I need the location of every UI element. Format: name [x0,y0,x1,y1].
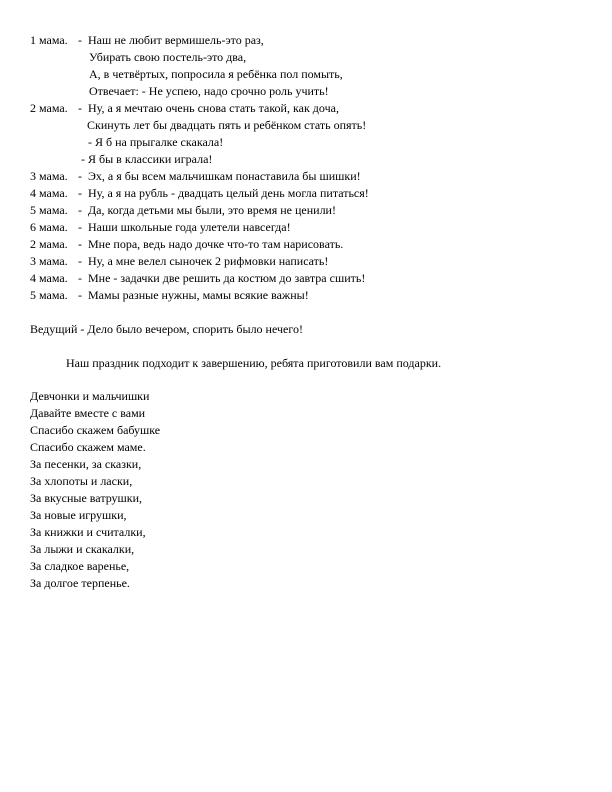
dialogue-text: - Ну, а я мечтаю очень снова стать такой, как доча, [78,101,339,115]
dialogue-speaker: 2 мама. [30,237,68,251]
dialogue-speaker: 3 мама. [30,254,68,268]
dialogue-line [89,50,246,64]
dialogue-speaker: 5 мама. [30,288,68,302]
poem-line: За долгое терпенье. [30,576,130,590]
poem-line: Спасибо скажем бабушке [30,423,161,437]
dialogue-line [30,186,369,200]
dialogue-speaker: 4 мама. [30,271,68,285]
poem-line: Девчонки и мальчишки [30,389,150,403]
dialogue-text: - Да, когда детьми мы были, это время не ценили! [78,203,336,217]
poem-line: За вкусные ватрушки, [30,491,143,505]
dialogue-speaker: 1 мама. [30,33,68,47]
dialogue-text: - Ну, а я на рубль - двадцать целый день могла питаться! [78,186,369,200]
dialogue-line [30,101,339,115]
dialogue-line [30,237,343,251]
dialogue-text: Убирать свою постель-это два, [89,50,247,64]
dialogue-text: - Эх, а я бы всем мальчишкам понаставила бы шишки! [78,169,361,183]
poem-line: За новые игрушки, [30,508,127,522]
dialogue-speaker: 6 мама. [30,220,68,234]
dialogue-text: Отвечает: - Не успею, надо срочно роль учить! [89,84,329,98]
dialogue-line [30,288,309,302]
dialogue-line [30,33,264,47]
poem-line: За лыжи и скакалки, [30,542,135,556]
dialogue-text: - Мне пора, ведь надо дочке что-то там нарисовать. [78,237,344,251]
poem-line: За песенки, за сказки, [30,457,142,471]
dialogue-text: Скинуть лет бы двадцать пять и ребёнком стать опять! [87,118,367,132]
dialogue-speaker: 5 мама. [30,203,68,217]
poem-line: Давайте вместе с вами [30,406,146,420]
dialogue-text: - Я бы в классики играла! [81,152,213,166]
closing-line: Наш праздник подходит к завершению, ребята приготовили вам подарки. [66,356,442,370]
dialogue-text: - Наш не любит вермишель-это раз, [78,33,264,47]
dialogue-line [30,169,361,183]
dialogue-line [30,271,365,285]
dialogue-text: - Я б на прыгалке скакала! [88,135,224,149]
dialogue-line [88,135,223,149]
dialogue-line [87,118,366,132]
dialogue-text: А, в четвёртых, попросила я ребёнка пол помыть, [89,67,343,81]
dialogue-speaker: 4 мама. [30,186,68,200]
dialogue-text: - Ну, а мне велел сыночек 2 рифмовки написать! [78,254,329,268]
host-line: Ведущий - Дело было вечером, спорить было нечего! [30,322,303,336]
dialogue-text: - Мне - задачки две решить да костюм до завтра сшить! [78,271,366,285]
poem-line: За сладкое варенье, [30,559,130,573]
poem-line: Спасибо скажем маме. [30,440,146,454]
dialogue-line [89,84,329,98]
dialogue-text: - Наши школьные года улетели навсегда! [78,220,291,234]
dialogue-line [30,254,328,268]
dialogue-speaker: 3 мама. [30,169,68,183]
poem-line: За хлопоты и ласки, [30,474,133,488]
dialogue-line [30,220,291,234]
dialogue-text: - Мамы разные нужны, мамы всякие важны! [78,288,309,302]
dialogue-speaker: 2 мама. [30,101,68,115]
dialogue-line [89,67,343,81]
dialogue-line [81,152,212,166]
poem-line: За книжки и считалки, [30,525,146,539]
dialogue-line [30,203,336,217]
